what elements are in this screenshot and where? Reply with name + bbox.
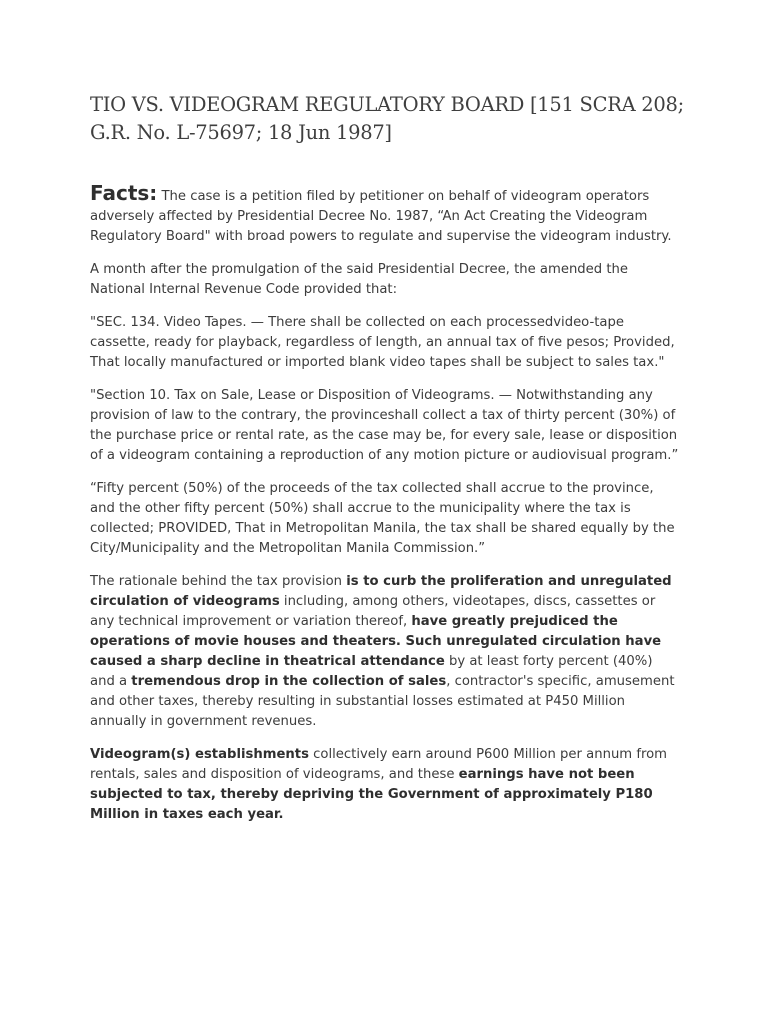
facts-label: Facts: <box>90 181 158 205</box>
rationale-bold-2: have greatly prejudiced the operations of movie houses and theaters. Such unregulated circulation have caused a sharp decline in theatrical attendance <box>90 614 662 669</box>
establishments-bold-2: earnings have not been subjected to tax, thereby depriving the Government of approximately P180 Million in taxes each year. <box>90 767 653 822</box>
document-body <box>90 183 680 838</box>
promulgation-paragraph: A month after the promulgation of the said Presidential Decree, the amended the National Internal Revenue Code provided that: <box>90 262 628 297</box>
rationale-text-4: , contractor's specific, amusement and other taxes, thereby resulting in substantial losses estimated at P450 Million annually in government revenues. <box>90 674 675 729</box>
facts-text: The case is a petition filed by petitioner on behalf of videogram operators adversely affected by Presidential Decree No. 1987, “An Act Creating the Videogram Regulatory Board" with broad powers to regulate and supervise the videogram industry. <box>90 189 672 244</box>
rationale-paragraph <box>90 572 680 732</box>
establishments-text: collectively earn around P600 Million per annum from rentals, sales and disposition of videograms, and these <box>90 747 668 782</box>
rationale-text-1: The rationale behind the tax provision <box>90 574 347 589</box>
facts-paragraph <box>90 183 680 247</box>
establishments-paragraph <box>90 745 680 825</box>
document-title: TIO VS. VIDEOGRAM REGULATORY BOARD [151 SCRA 208; G.R. No. L-75697; 18 Jun 1987] <box>90 93 684 144</box>
rationale-text-3: by at least forty percent (40%) and a <box>90 654 653 689</box>
section-10-paragraph: "Section 10. Tax on Sale, Lease or Disposition of Videograms. — Notwithstanding any provision of law to the contrary, the provinceshall collect a tax of thirty percent (30%) of the purchase price or rental rate, as the case may be, for every sale, lease or disposition of a videogram containing a reproduction of any motion picture or audiovisual program.” <box>90 388 679 463</box>
rationale-bold-1: is to curb the proliferation and unregulated circulation of videograms <box>90 574 672 609</box>
fifty-percent-paragraph: “Fifty percent (50%) of the proceeds of the tax collected shall accrue to the province, and the other fifty percent (50%) shall accrue to the municipality where the tax is collected; PROVIDED, That in Metropolitan Manila, the tax shall be shared equally by the City/Municipality and the Metropolitan Manila Commission.” <box>90 481 675 556</box>
rationale-bold-3: tremendous drop in the collection of sales <box>131 674 447 689</box>
sec-134-paragraph: "SEC. 134. Video Tapes. — There shall be collected on each processedvideo-tape cassette, ready for playback, regardless of length, an annual tax of five pesos; Provided, That locally manufactured or imported blank video tapes shall be subject to sales tax." <box>90 315 675 370</box>
rationale-text-2: including, among others, videotapes, discs, cassettes or any technical improvement or variation thereof, <box>90 594 656 629</box>
establishments-bold-1: Videogram(s) establishments <box>90 747 309 762</box>
